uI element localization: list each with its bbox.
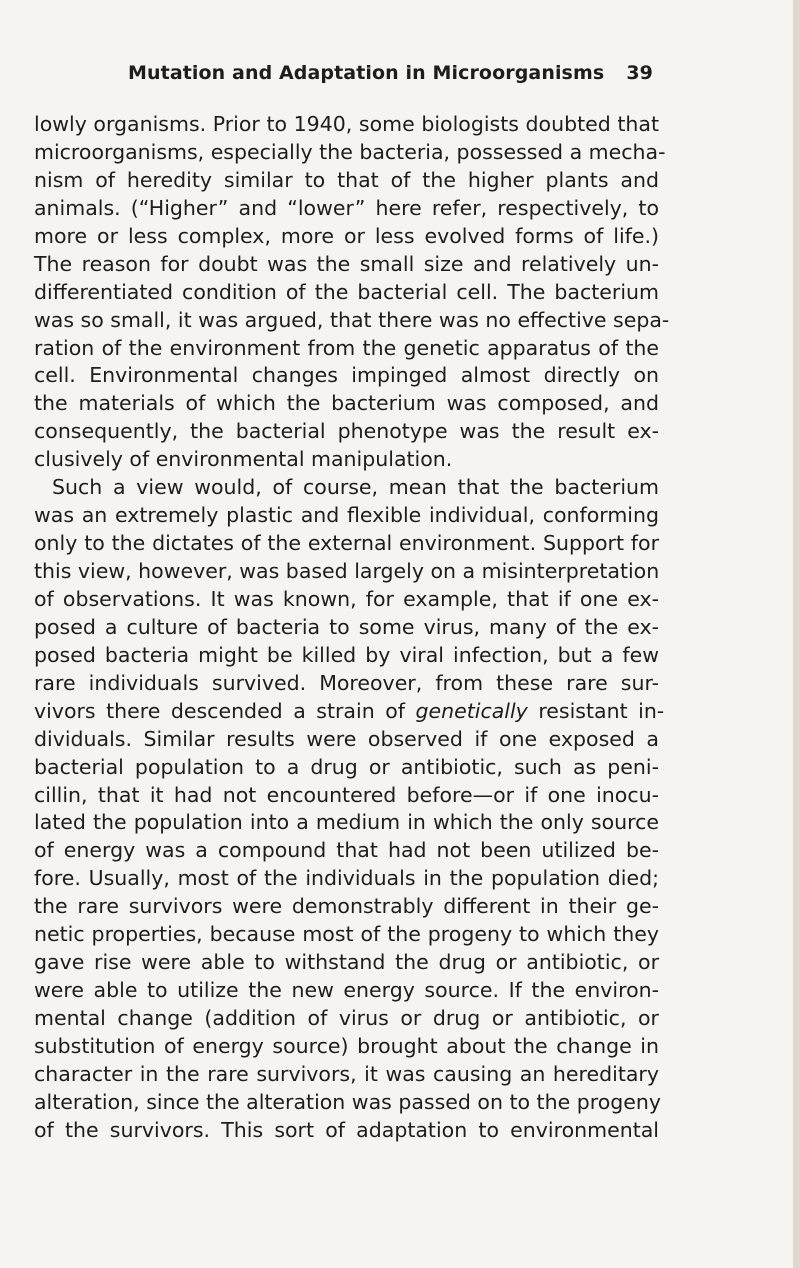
text-line: lowly organisms. Prior to 1940, some biologists doubted that xyxy=(34,112,659,136)
text-line: netic properties, because most of the progeny to which they xyxy=(34,922,659,947)
text-run: vivors there descended a strain of xyxy=(34,698,416,723)
body-text xyxy=(34,111,670,1145)
text-line: this view, however, was based largely on a misinterpretation xyxy=(34,559,660,583)
paragraph-first-line: Such a view would, of course, mean that the bacterium xyxy=(52,475,659,500)
text-line: character in the rare survivors, it was causing an hereditary xyxy=(34,1061,659,1086)
text-line: was so small, it was argued, that there was no effective sepa- xyxy=(34,307,670,332)
text-run: resistant in- xyxy=(527,698,665,723)
text-line: consequently, the bacterial phenotype was the result ex- xyxy=(34,419,659,444)
running-header xyxy=(128,62,653,90)
text-line: bacterial population to a drug or antibiotic, such as peni- xyxy=(34,754,659,779)
text-line: were able to utilize the new energy source. If the environ- xyxy=(34,978,659,1003)
text-line: was an extremely plastic and flexible individual, conforming xyxy=(34,503,659,528)
text-line: alteration, since the alteration was passed on to the progeny xyxy=(34,1089,662,1114)
text-line: mental change (addition of virus or drug or antibiotic, or xyxy=(34,1006,659,1030)
text-line: rare individuals survived. Moreover, from these rare sur- xyxy=(34,670,659,695)
text-line: of observations. It was known, for example, that if one ex- xyxy=(34,586,659,611)
page-edge-shadow xyxy=(793,0,800,1268)
text-line: gave rise were able to withstand the drug or antibiotic, or xyxy=(34,950,659,975)
text-line: only to the dictates of the external environment. Support for xyxy=(34,531,659,556)
text-line: of the survivors. This sort of adaptation to environmental xyxy=(34,1117,659,1142)
text-line: the rare survivors were demonstrably different in their ge- xyxy=(34,894,659,919)
text-line: cillin, that it had not encountered before—or if one inocu- xyxy=(34,782,659,807)
text-line: lated the population into a medium in which the only source xyxy=(34,810,659,835)
text-line: dividuals. Similar results were observed if one exposed a xyxy=(34,726,659,751)
text-line-with-emphasis xyxy=(34,698,665,726)
text-line: The reason for doubt was the small size and relatively un- xyxy=(34,251,659,276)
page-number: 39 xyxy=(626,62,653,84)
text-line: microorganisms, especially the bacteria, possessed a mecha- xyxy=(34,139,666,164)
text-line: nism of heredity similar to that of the higher plants and xyxy=(34,167,659,192)
text-line: posed a culture of bacteria to some virus, many of the ex- xyxy=(34,614,659,639)
text-line: substitution of energy source) brought about the change in xyxy=(34,1033,659,1058)
text-line: animals. (“Higher” and “lower” here refer, respectively, to xyxy=(34,195,659,220)
text-line: clusively of environmental manipulation. xyxy=(34,447,453,472)
text-line: posed bacteria might be killed by viral infection, but a few xyxy=(34,642,659,667)
text-line: fore. Usually, most of the individuals in the population died; xyxy=(34,866,659,891)
text-line: ration of the environment from the genetic apparatus of the xyxy=(34,335,659,360)
text-line: differentiated condition of the bacterial cell. The bacterium xyxy=(34,279,659,304)
header-title: Mutation and Adaptation in Microorganisms xyxy=(128,62,605,84)
text-line: more or less complex, more or less evolved forms of life.) xyxy=(34,223,659,248)
text-line: cell. Environmental changes impinged almost directly on xyxy=(34,363,659,388)
emphasized-word: genetically xyxy=(415,698,528,723)
text-line: the materials of which the bacterium was composed, and xyxy=(34,391,659,416)
text-line: of energy was a compound that had not been utilized be- xyxy=(34,838,659,863)
